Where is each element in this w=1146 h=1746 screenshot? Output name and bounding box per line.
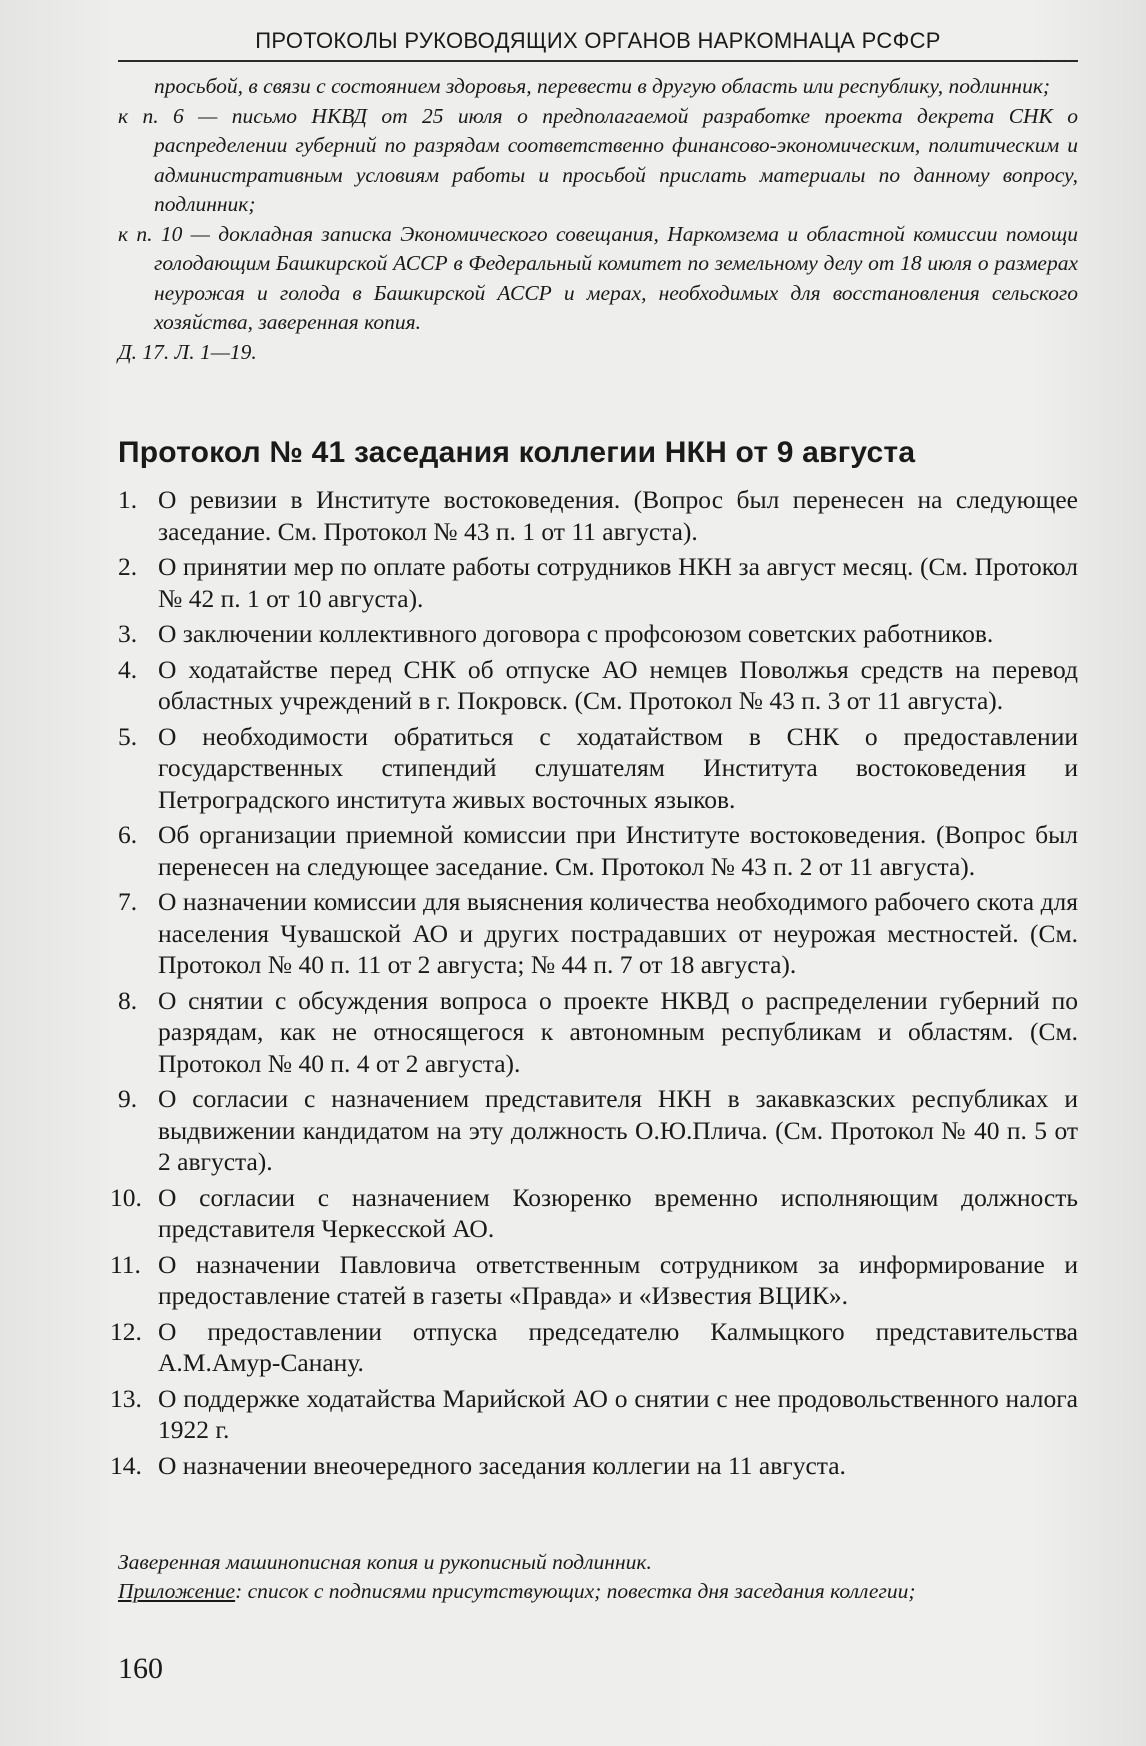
agenda-item-number: 11. [110,1249,141,1279]
agenda-item-text: О предоставлении отпуска председателю Калмыцкого представительства А.М.Амур-Санану. [158,1316,1078,1377]
source-note [118,1548,1078,1606]
agenda-item-text: О поддержке ходатайства Марийской АО о снятии с нее продовольственного налога 1922 г. [158,1383,1078,1444]
agenda-item-number: 8. [118,985,138,1015]
agenda-item-text: О снятии с обсуждения вопроса о проекте НКВД о распределении губерний по разрядам, как не относящегося к автономным республикам и областям. (См. Протокол № 40 п. 4 от 2 августа). [158,985,1078,1078]
attachment-notes [118,72,1078,367]
agenda-item [118,1083,1078,1178]
agenda-item [110,1450,1078,1482]
agenda-item-text: О ходатайстве перед СНК об отпуске АО немцев Поволжья средств на перевод областных учреждений в г. Покровск. (См. Протокол № 43 п. 3 от 11 августа). [158,654,1078,715]
note-item-10: к п. 10 — докладная записка Экономического совещания, Наркомзема и областной комиссии помощи голодающим Башкирской АССР в Федеральный комитет по земельному делу от 18 июля о размерах неурожая и голода в Башкирской АССР и мерах, необходимых для восстановления сельского хозяйства, заверенная копия. [118,221,1078,334]
agenda-item [118,618,1078,650]
agenda-item-text: О необходимости обратиться с ходатайством в СНК о предоставлении государственных стипендий слушателям Института востоковедения и Петроградского института живых восточных языков. [158,721,1078,814]
agenda-item-number: 10. [110,1182,142,1212]
agenda-item-text: О назначении комиссии для выяснения количества необходимого рабочего скота для населения Чувашской АО и других пострадавших от неурожая местностей. (См. Протокол № 40 п. 11 от 2 августа; № 44 п. 7 от 18 августа). [158,887,1078,979]
protocol-title: Протокол № 41 заседания коллегии НКН от 9 августа [118,436,916,469]
agenda-item-number: 2. [118,552,138,581]
archive-reference: Д. 17. Л. 1—19. [118,339,257,364]
agenda-item-number: 13. [110,1383,142,1413]
running-head: ПРОТОКОЛЫ РУКОВОДЯЩИХ ОРГАНОВ НАРКОМНАЦА РСФСР [255,28,941,53]
agenda-item-number: 9. [118,1084,138,1113]
agenda-item [110,1316,1078,1379]
agenda-item [110,1383,1078,1446]
certified-copy-note: Заверенная машинописная копия и рукописный подлинник. [118,1550,652,1574]
agenda-item [110,1182,1078,1245]
agenda-item [118,985,1078,1080]
agenda-item-number: 1. [118,485,138,514]
agenda-item [118,886,1078,981]
agenda-item-number: 3. [118,619,138,648]
appendix-label: Приложение [118,1579,236,1603]
agenda-item-text: О заключении коллективного договора с профсоюзом советских работников. [158,619,994,648]
appendix-text: : список с подписями присутствующих; повестка дня заседания коллегии; [235,1579,916,1603]
agenda-item-text: Об организации приемной комиссии при Институте востоковедения. (Вопрос был перенесен на следующее заседание. См. Протокол № 43 п. 2 от 11 августа). [158,820,1078,881]
agenda-item-number: 12. [110,1316,142,1346]
agenda-item [118,721,1078,816]
header-rule [118,60,1078,62]
note-item-6: к п. 6 — письмо НКВД от 25 июля о предполагаемой разработке проекта декрета СНК о распределении губерний по разрядам соответственно финансово-экономическим, политическим и административным условиям работы и просьбой прислать материалы по данному вопросу, подлинник; [118,103,1078,216]
appendix-note [118,1577,1078,1606]
agenda-item-text: О согласии с назначением Козюренко временно исполняющим должность представителя Черкесской АО. [158,1182,1078,1243]
agenda-list [110,484,1078,1485]
page-number: 160 [118,1652,163,1685]
agenda-item-number: 6. [118,820,138,849]
agenda-item-number: 4. [118,654,138,684]
agenda-item-text: О принятии мер по оплате работы сотрудников НКН за август месяц. (См. Протокол № 42 п. 1 от 10 августа). [158,552,1078,613]
agenda-item-number: 14. [110,1450,142,1480]
agenda-item-text: О назначении внеочередного заседания коллегии на 11 августа. [158,1450,846,1480]
agenda-item-number: 5. [118,721,138,751]
note-continuation: просьбой, в связи с состоянием здоровья, перевести в другую область или республику, подлинник; [154,74,1051,98]
agenda-item-number: 7. [118,887,138,916]
agenda-item-text: О ревизии в Институте востоковедения. (Вопрос был перенесен на следующее заседание. См. Протокол № 43 п. 1 от 11 августа). [158,485,1078,546]
agenda-item-text: О назначении Павловича ответственным сотрудником за информирование и предоставление статей в газеты «Правда» и «Известия ВЦИК». [158,1249,1078,1310]
agenda-item-text: О согласии с назначением представителя НКН в закавказских республиках и выдвижении кандидатом на эту должность О.Ю.Плича. (См. Протокол № 40 п. 5 от 2 августа). [158,1084,1078,1176]
agenda-item [118,819,1078,882]
agenda-item [118,551,1078,614]
agenda-item [110,1249,1078,1312]
agenda-item [118,484,1078,547]
agenda-item [118,654,1078,717]
